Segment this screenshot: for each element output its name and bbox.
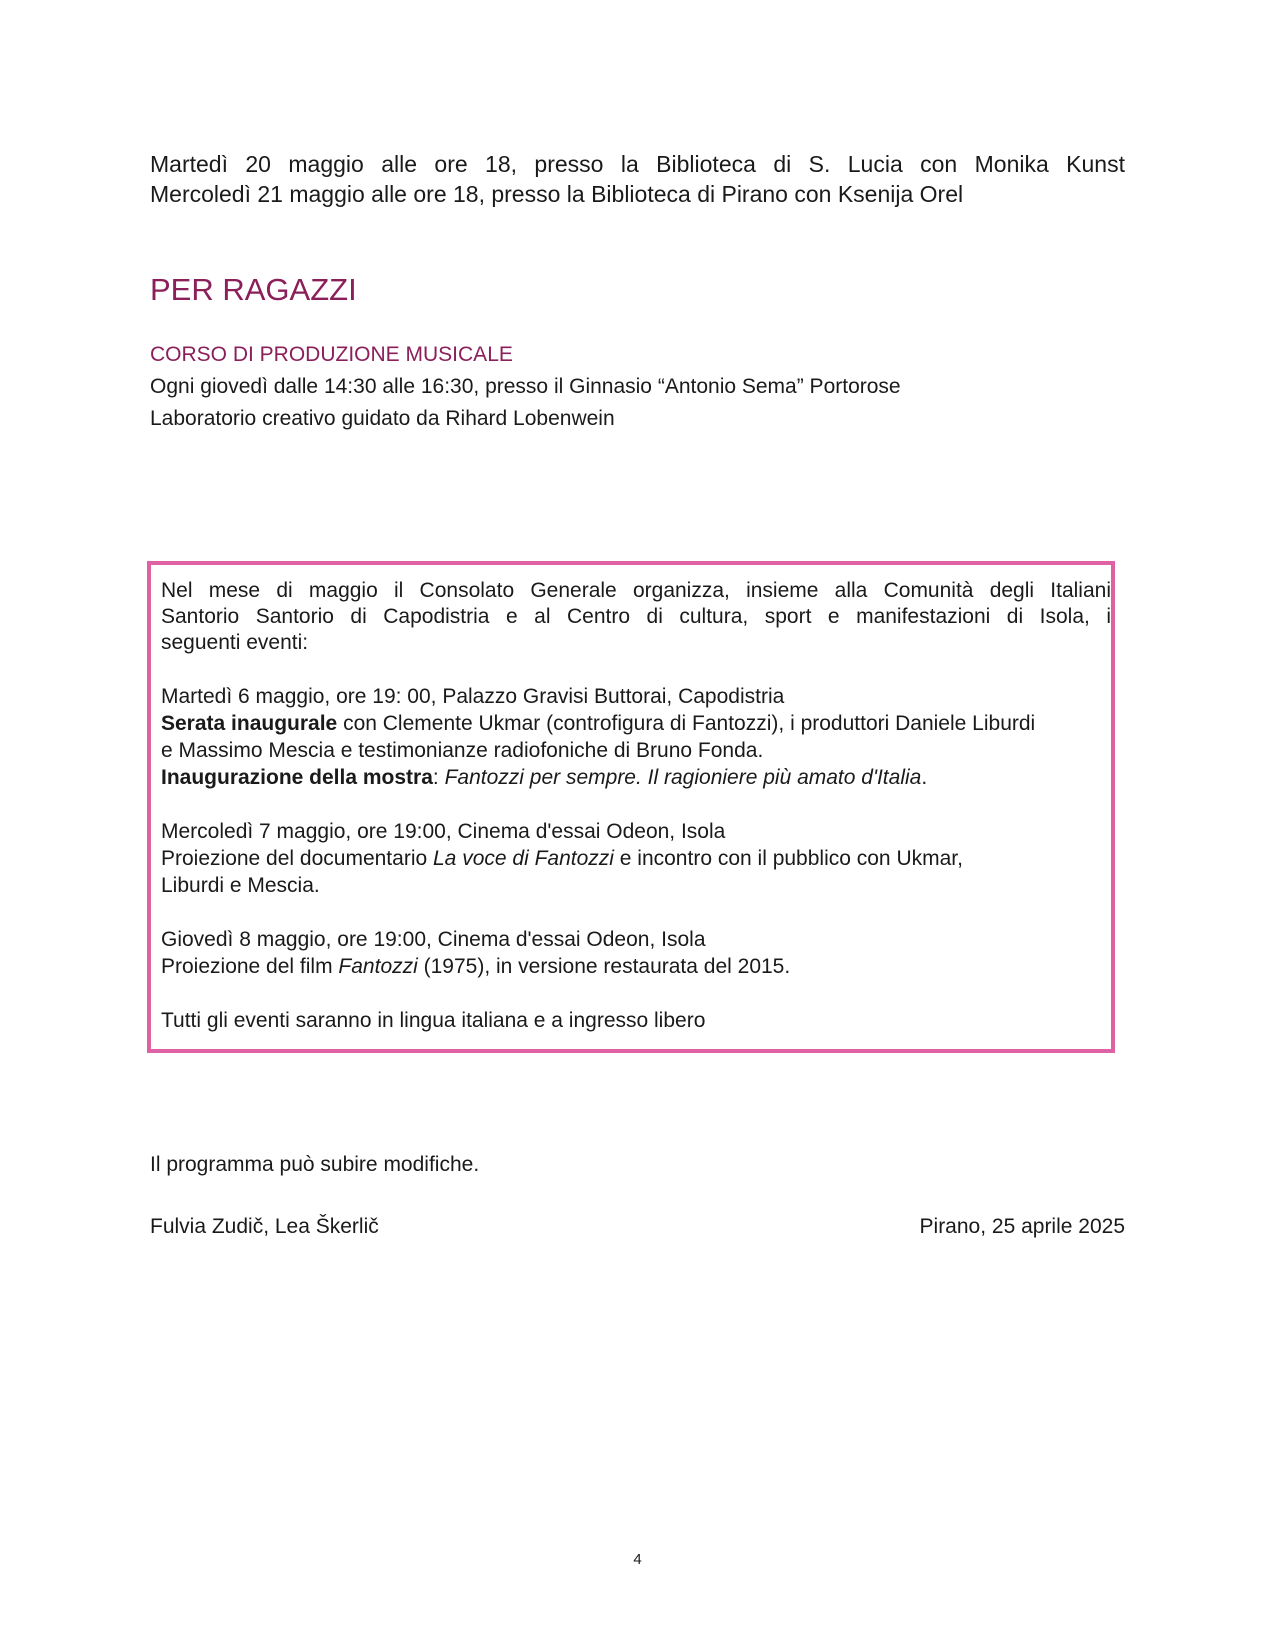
exhibition-title: Fantozzi per sempre. Il ragioniere più amato d'Italia [444,766,922,789]
event-3-heading: Giovedì 8 maggio, ore 19:00, Cinema d'essai Odeon, Isola [161,928,706,951]
page-number: 4 [633,1551,642,1568]
exhibition-label: Inaugurazione della mostra [161,766,433,789]
event-3-line-1 [161,953,790,981]
course-description: Laboratorio creativo guidato da Rihard Lobenwein [150,407,615,430]
event-1-line-1 [161,710,1035,738]
event-2-pre: Proiezione del documentario [161,847,433,870]
signature: Fulvia Zudič, Lea Škerlič [150,1215,379,1238]
box-intro-line-3: seguenti eventi: [161,631,309,654]
film-title: Fantozzi [338,955,418,978]
box-intro-line-2: Santorio Santorio di Capodistria e al Centro di cultura, sport e manifestazioni di Isola, i [161,605,1111,628]
course-schedule: Ogni giovedì dalle 14:30 alle 16:30, presso il Ginnasio “Antonio Sema” Portorose [150,375,901,398]
event-1-line-3 [161,764,927,792]
event-3-pre: Proiezione del film [161,955,339,978]
exhibition-separator: : [432,766,445,789]
box-intro-line-1: Nel mese di maggio il Consolato Generale organizza, insieme alla Comunità degli Italiani [161,579,1111,602]
course-title: CORSO DI PRODUZIONE MUSICALE [150,343,513,366]
event-1-bold-label: Serata inaugurale [161,712,338,735]
event-2-line-2: Liburdi e Mescia. [161,874,320,897]
event-2-post: e incontro con il pubblico con Ukmar, [613,847,963,870]
documentary-title: La voce di Fantozzi [433,847,614,870]
box-closing: Tutti gli eventi saranno in lingua italiana e a ingresso libero [161,1009,706,1032]
event-2-line-1 [161,845,963,873]
intro-line-1: Martedì 20 maggio alle ore 18, presso la Biblioteca di S. Lucia con Monika Kunst [150,151,1125,177]
section-heading: PER RAGAZZI [150,272,357,307]
place-date: Pirano, 25 aprile 2025 [919,1215,1125,1238]
event-1-heading: Martedì 6 maggio, ore 19: 00, Palazzo Gravisi Buttorai, Capodistria [161,685,785,708]
event-1-line-2: e Massimo Mescia e testimonianze radiofoniche di Bruno Fonda. [161,739,764,762]
exhibition-end: . [921,766,928,789]
footer-note: Il programma può subire modifiche. [150,1153,480,1176]
event-1-line-1-text: con Clemente Ukmar (controfigura di Fantozzi), i produttori Daniele Liburdi [337,712,1036,735]
intro-line-2: Mercoledì 21 maggio alle ore 18, presso la Biblioteca di Pirano con Ksenija Orel [150,181,964,207]
event-3-post: (1975), in versione restaurata del 2015. [417,955,791,978]
event-2-heading: Mercoledì 7 maggio, ore 19:00, Cinema d'essai Odeon, Isola [161,820,726,843]
